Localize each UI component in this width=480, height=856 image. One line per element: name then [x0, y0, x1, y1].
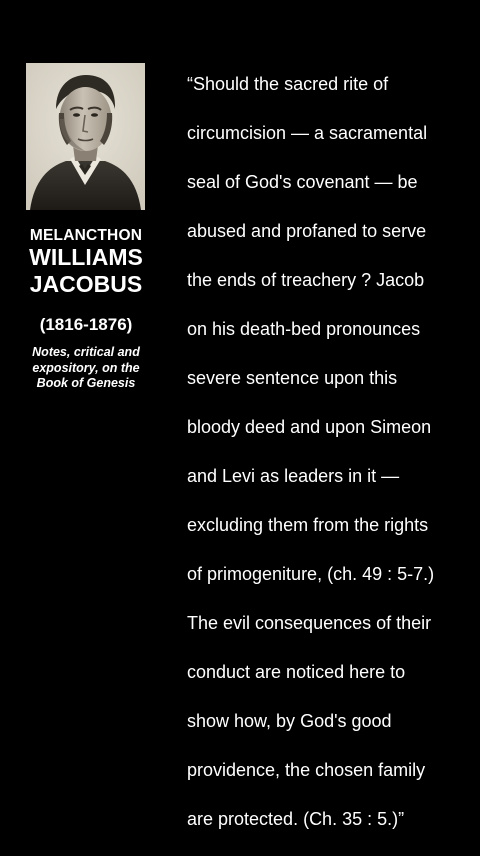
work-title-line-3: Book of Genesis — [36, 376, 136, 390]
quote-line: abused and profaned to serve — [187, 220, 427, 241]
portrait-engraving-icon — [26, 63, 145, 210]
quote-line: conduct are noticed here to — [187, 661, 406, 682]
author-middle-name: WILLIAMS — [29, 244, 143, 270]
quote-line: “Should the sacred rite of — [187, 73, 389, 94]
quote-line: of primogeniture, (ch. 49 : 5-7.) — [187, 563, 435, 584]
quote-line: excluding them from the rights — [187, 514, 429, 535]
quote-line: severe sentence upon this — [187, 367, 398, 388]
quote-text — [187, 47, 477, 856]
quote-line: show how, by God's good — [187, 710, 392, 731]
author-years: (1816-1876) — [39, 315, 133, 334]
quote-line: are protected. (Ch. 35 : 5.)” — [187, 808, 405, 829]
quote-line: on his death-bed pronounces — [187, 318, 421, 339]
quote-line: providence, the chosen family — [187, 759, 426, 780]
quote-line: and Levi as leaders in it — — [187, 465, 400, 486]
quote-line: circumcision — a sacramental — [187, 122, 428, 143]
author-portrait — [26, 63, 145, 210]
author-last-name: JACOBUS — [29, 271, 143, 297]
work-title — [10, 345, 162, 392]
author-first-name: MELANCTHON — [29, 227, 143, 244]
quote-line: seal of God's covenant — be — [187, 171, 418, 192]
work-title-line-2: expository, on the — [32, 360, 140, 375]
work-title-line-1: Notes, critical and — [32, 345, 140, 359]
quote-line: bloody deed and upon Simeon — [187, 416, 432, 437]
quote-line: The evil consequences of their — [187, 612, 432, 633]
quote-line: the ends of treachery ? Jacob — [187, 269, 425, 290]
